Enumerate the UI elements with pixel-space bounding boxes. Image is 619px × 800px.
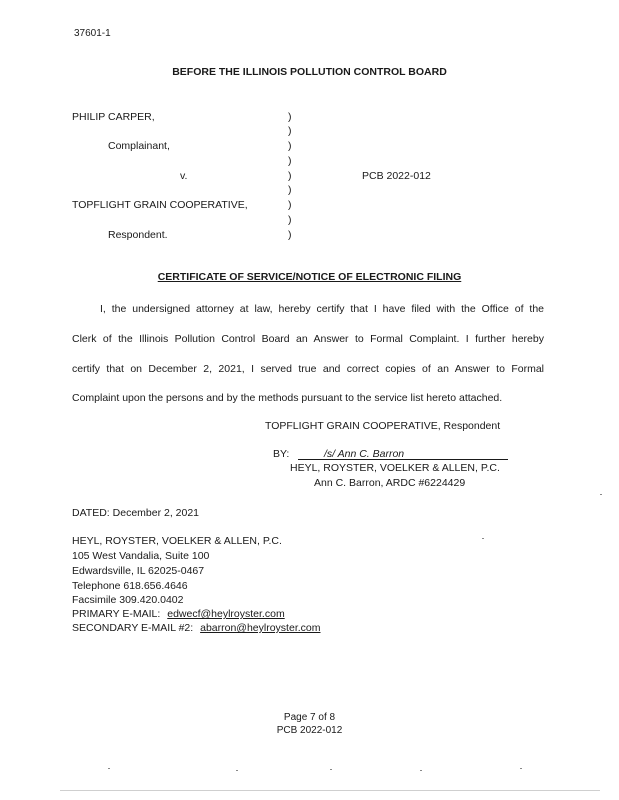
by-label: BY: (273, 448, 290, 460)
scan-speck (482, 538, 484, 539)
footer-case-number: PCB 2022-012 (276, 725, 343, 736)
complainant-name: PHILIP CARPER, (72, 111, 155, 123)
firm-address-line2: Edwardsville, IL 62025-0467 (72, 565, 205, 577)
caption-paren: ) (288, 214, 292, 226)
respondent-role: Respondent. (108, 229, 168, 241)
firm-address-line1: 105 West Vandalia, Suite 100 (72, 550, 210, 562)
case-number: PCB 2022-012 (362, 170, 431, 182)
caption-paren: ) (288, 125, 292, 137)
body-line: certify that on December 2, 2021, I served true and correct copies of an Answer to Formal (72, 363, 544, 375)
secondary-email-label: SECONDARY E-MAIL #2: (72, 622, 194, 634)
body-line: Complaint upon the persons and by the methods pursuant to the service list hereto attached. (72, 392, 503, 404)
caption-paren: ) (288, 229, 292, 241)
page-number: Page 7 of 8 (283, 712, 336, 723)
caption-paren: ) (288, 111, 292, 123)
primary-email-label: PRIMARY E-MAIL: (72, 608, 161, 620)
certificate-title: CERTIFICATE OF SERVICE/NOTICE OF ELECTRONIC FILING (157, 271, 462, 283)
primary-email-line (72, 608, 285, 620)
scan-speck (420, 770, 422, 771)
dated-line: DATED: December 2, 2021 (72, 507, 200, 519)
primary-email-link[interactable]: edwecf@heylroyster.com (167, 608, 285, 620)
firm-name: HEYL, ROYSTER, VOELKER & ALLEN, P.C. (72, 535, 282, 547)
versus-label: v. (180, 170, 188, 182)
body-line: Clerk of the Illinois Pollution Control Board an Answer to Formal Complaint. I further hereby (72, 333, 544, 345)
scan-speck (520, 768, 522, 769)
caption-paren: ) (288, 170, 292, 182)
complainant-role: Complainant, (108, 140, 170, 152)
signature-attorney: Ann C. Barron, ARDC #6224429 (314, 477, 466, 489)
caption-paren: ) (288, 140, 292, 152)
document-number: 37601-1 (74, 28, 111, 39)
scan-edge (60, 790, 600, 791)
signature-firm: HEYL, ROYSTER, VOELKER & ALLEN, P.C. (290, 462, 500, 474)
secondary-email-line (72, 622, 321, 634)
firm-facsimile: Facsimile 309.420.0402 (72, 594, 184, 606)
caption-paren: ) (288, 155, 292, 167)
signature-party: TOPFLIGHT GRAIN COOPERATIVE, Respondent (265, 420, 501, 432)
signer-signature: /s/ Ann C. Barron (324, 448, 405, 460)
secondary-email-link[interactable]: abarron@heylroyster.com (200, 622, 321, 634)
scan-speck (108, 768, 110, 769)
firm-telephone: Telephone 618.656.4646 (72, 580, 188, 592)
body-line: I, the undersigned attorney at law, hereby certify that I have filed with the Office of the (100, 303, 544, 315)
scan-speck (600, 494, 602, 495)
scan-speck (236, 770, 238, 771)
caption-paren: ) (288, 184, 292, 196)
board-heading: BEFORE THE ILLINOIS POLLUTION CONTROL BOARD (172, 66, 447, 78)
caption-paren: ) (288, 199, 292, 211)
respondent-name: TOPFLIGHT GRAIN COOPERATIVE, (72, 199, 248, 211)
scan-speck (330, 769, 332, 770)
